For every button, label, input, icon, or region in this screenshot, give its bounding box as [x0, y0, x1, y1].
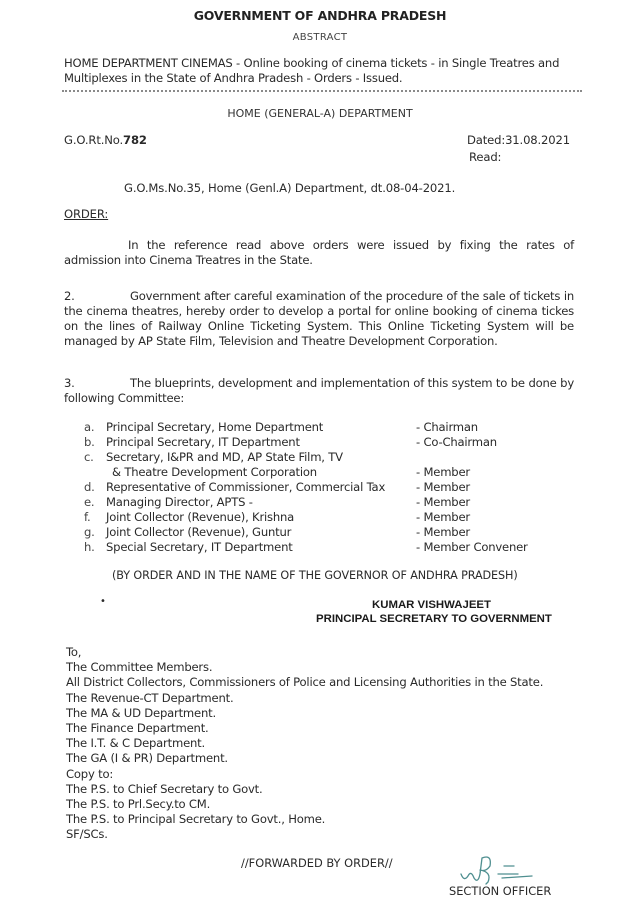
copy-recipient: The P.S. to Prl.Secy.to CM.: [66, 797, 211, 812]
reference-line: G.O.Ms.No.35, Home (Genl.A) Department, dt.08-04-2021.: [124, 181, 456, 195]
member-name: Joint Collector (Revenue), Krishna: [106, 510, 295, 524]
member-name: & Theatre Development Corporation: [112, 465, 317, 479]
copy-recipient: The P.S. to Chief Secretary to Govt.: [66, 781, 263, 796]
member-name: Special Secretary, IT Department: [106, 540, 293, 554]
copy-recipient: The P.S. to Principal Secretary to Govt., Home.: [66, 812, 326, 827]
signature-icon: [458, 852, 538, 886]
member-role: - Member: [416, 525, 470, 539]
forwarded-by-order: //FORWARDED BY ORDER//: [241, 856, 393, 870]
committee-row: h. Special Secretary, IT Department - Member Convener: [84, 540, 528, 554]
recipient: All District Collectors, Commissioners of Police and Licensing Authorities in the State.: [66, 675, 544, 690]
to-label: To,: [66, 645, 82, 659]
committee-row: c. Secretary, I&PR and MD, AP State Film, TV: [84, 450, 343, 464]
member-name: Representative of Commissioner, Commercial Tax: [106, 480, 386, 494]
committee-row: d. Representative of Commissioner, Commercial Tax - Member: [84, 480, 470, 494]
section-officer: SECTION OFFICER: [449, 884, 552, 898]
recipient: The MA & UD Department.: [66, 705, 216, 720]
order-heading: ORDER:: [64, 207, 109, 221]
committee-row: e. Managing Director, APTS - - Member: [84, 495, 470, 509]
member-role: - Member: [416, 480, 470, 494]
committee-row: a. Principal Secretary, Home Department - Chairman: [84, 420, 478, 434]
paragraph-text: Government after careful examination of the procedure of the sale of tickets in the cinema theatres, hereby order to develop a portal for online booking of cinema tickes on the lines of Railway Online Ticketing System. This Online Ticketing System will be managed by AP State Film, Television and Theatre Development Corporation.: [64, 289, 574, 348]
copy-recipient: SF/SCs.: [66, 827, 108, 842]
dotted-divider: [62, 90, 582, 92]
paragraph-3: [64, 376, 574, 406]
recipient: The Committee Members.: [66, 660, 213, 675]
go-number: [64, 133, 147, 147]
abstract-label: ABSTRACT: [292, 32, 348, 43]
recipient: The Revenue-CT Department.: [66, 690, 234, 705]
member-role: - Member: [416, 510, 470, 524]
copy-to-label: Copy to:: [66, 766, 114, 781]
member-role: - Member: [416, 465, 470, 479]
recipient: The I.T. & C Department.: [66, 736, 205, 751]
committee-list: [84, 420, 544, 555]
paragraph-1: In the reference read above orders were issued by fixing the rates of admission into Cinema Treatres in the State.: [64, 238, 574, 267]
go-number-value: 782: [123, 133, 147, 147]
department-heading: HOME (GENERAL-A) DEPARTMENT: [227, 107, 413, 120]
paragraph-number: 2.: [64, 289, 75, 303]
paragraph-2: [64, 289, 574, 349]
committee-row: g. Joint Collector (Revenue), Guntur - Member: [84, 525, 470, 539]
recipient: The GA (I & PR) Department.: [66, 751, 228, 766]
committee-row: f. Joint Collector (Revenue), Krishna - Member: [84, 510, 470, 524]
paragraph-number: 3.: [64, 376, 75, 390]
member-role: - Chairman: [416, 420, 478, 434]
member-name: Joint Collector (Revenue), Guntur: [106, 525, 292, 539]
member-name: Managing Director, APTS -: [106, 495, 253, 509]
member-name: Principal Secretary, Home Department: [106, 420, 324, 434]
stray-dot: •: [100, 596, 106, 607]
signatory-title: PRINCIPAL SECRETARY TO GOVERNMENT: [316, 613, 552, 625]
government-heading: GOVERNMENT OF ANDHRA PRADESH: [193, 8, 447, 23]
committee-row: [84, 465, 544, 480]
signatory-name: KUMAR VISHWAJEET: [372, 599, 491, 611]
recipient: The Finance Department.: [66, 721, 209, 736]
distribution-list: [66, 645, 543, 843]
member-role: - Member Convener: [416, 540, 528, 554]
member-name: Secretary, I&PR and MD, AP State Film, TV: [106, 450, 343, 464]
read-label: Read:: [469, 150, 502, 164]
subject-line: HOME DEPARTMENT CINEMAS - Online booking of cinema tickets - in Single Treatres and Multiplexes in the State of Andhra Pradesh - Orders - Issued.: [64, 56, 560, 85]
member-role: - Co-Chairman: [416, 435, 497, 449]
member-name: Principal Secretary, IT Department: [106, 435, 300, 449]
governor-line: (BY ORDER AND IN THE NAME OF THE GOVERNOR OF ANDHRA PRADESH): [112, 569, 518, 582]
order-date: Dated:31.08.2021: [467, 133, 570, 147]
paragraph-text: The blueprints, development and implementation of this system to be done by following Committee:: [64, 376, 574, 405]
member-role: - Member: [416, 495, 470, 509]
committee-row: b. Principal Secretary, IT Department - Co-Chairman: [84, 435, 497, 449]
go-number-label: G.O.Rt.No.: [64, 133, 124, 147]
